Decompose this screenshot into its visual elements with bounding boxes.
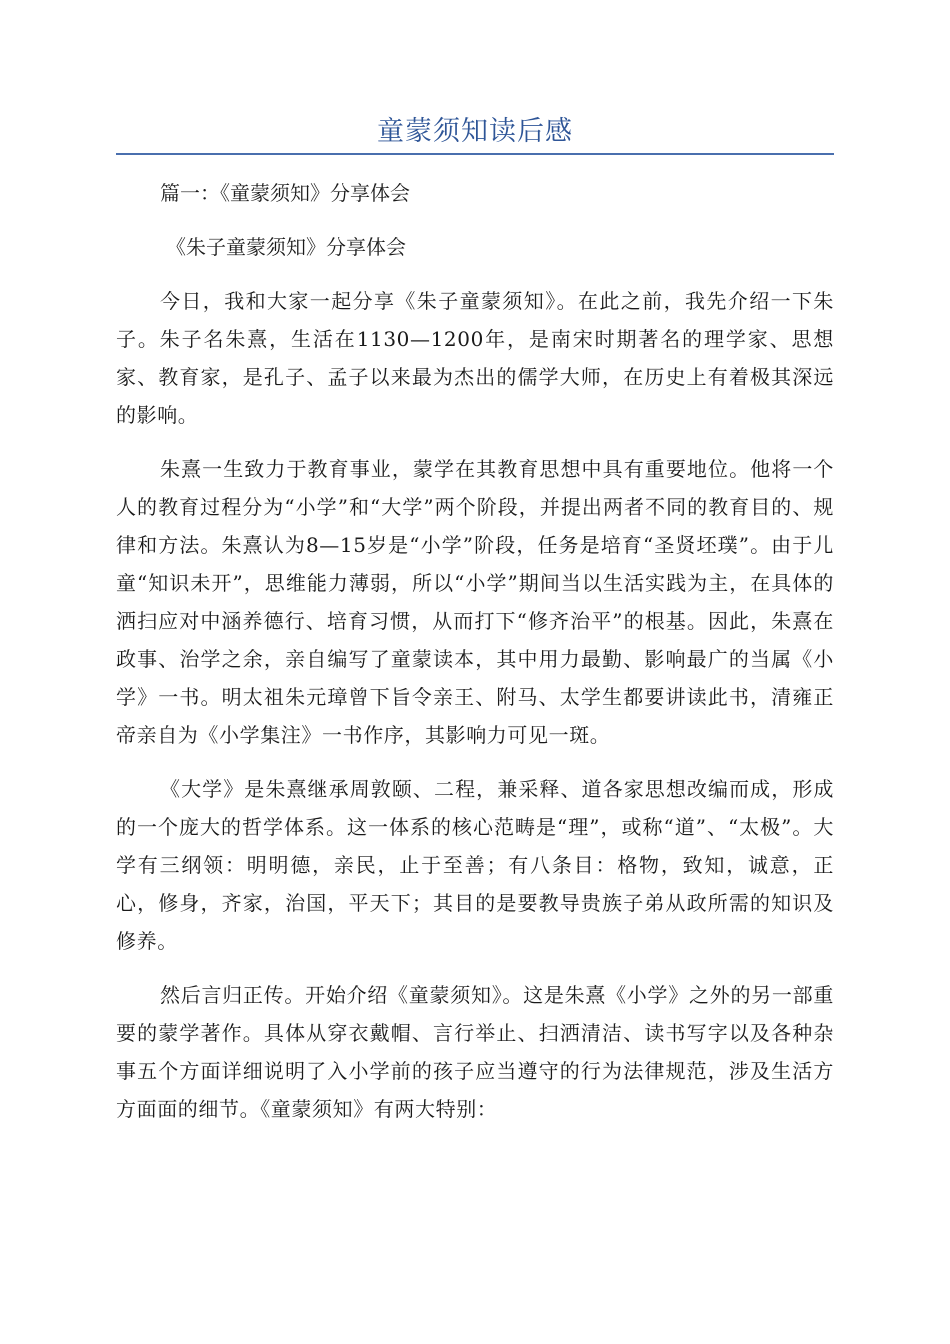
document-body — [116, 174, 834, 1144]
paragraph: 然后言归正传。开始介绍《童蒙须知》。这是朱熹《小学》之外的另一部重要的蒙学著作。具体从穿衣戴帽、言行举止、扫洒清洁、读书写字以及各种杂事五个方面详细说明了入小学前的孩子应当遵守的行为法律规范，涉及生活方方面面的细节。《童蒙须知》有两大特别： — [116, 983, 834, 1121]
subheading: 《朱子童蒙须知》分享体会 — [166, 235, 406, 259]
paragraph: 朱熹一生致力于教育事业，蒙学在其教育思想中具有重要地位。他将一个人的教育过程分为“小学”和“大学”两个阶段，并提出两者不同的教育目的、规律和方法。朱熹认为8—15岁是“小学”阶段，任务是培育“圣贤坯璞”。由于儿童“知识未开”，思维能力薄弱，所以“小学”期间当以生活实践为主，在具体的洒扫应对中涵养德行、培育习惯，从而打下“修齐治平”的根基。因此，朱熹在政事、治学之余，亲自编写了童蒙读本，其中用力最勤、影响最广的当属《小学》一书。明太祖朱元璋曾下旨令亲王、附马、太学生都要讲读此书，清雍正帝亲自为《小学集注》一书作序，其影响力可见一斑。 — [116, 457, 834, 747]
paragraph: 《大学》是朱熹继承周敦颐、二程，兼采释、道各家思想改编而成，形成的一个庞大的哲学体系。这一体系的核心范畴是“理”，或称“道”、“太极”。大学有三纲领：明明德，亲民，止于至善；有八条目：格物，致知，诚意，正心，修身，齐家，治国，平天下；其目的是要教导贵族子弟从政所需的知识及修养。 — [116, 777, 834, 953]
title-underline-divider — [116, 153, 834, 155]
section-heading: 篇一：《童蒙须知》分享体会 — [160, 181, 410, 205]
document-title: 童蒙须知读后感 — [377, 116, 573, 147]
paragraph: 今日，我和大家一起分享《朱子童蒙须知》。在此之前，我先介绍一下朱子。朱子名朱熹，生活在1130—1200年，是南宋时期著名的理学家、思想家、教育家，是孔子、孟子以来最为杰出的儒学大师，在历史上有着极其深远的影响。 — [116, 289, 834, 427]
